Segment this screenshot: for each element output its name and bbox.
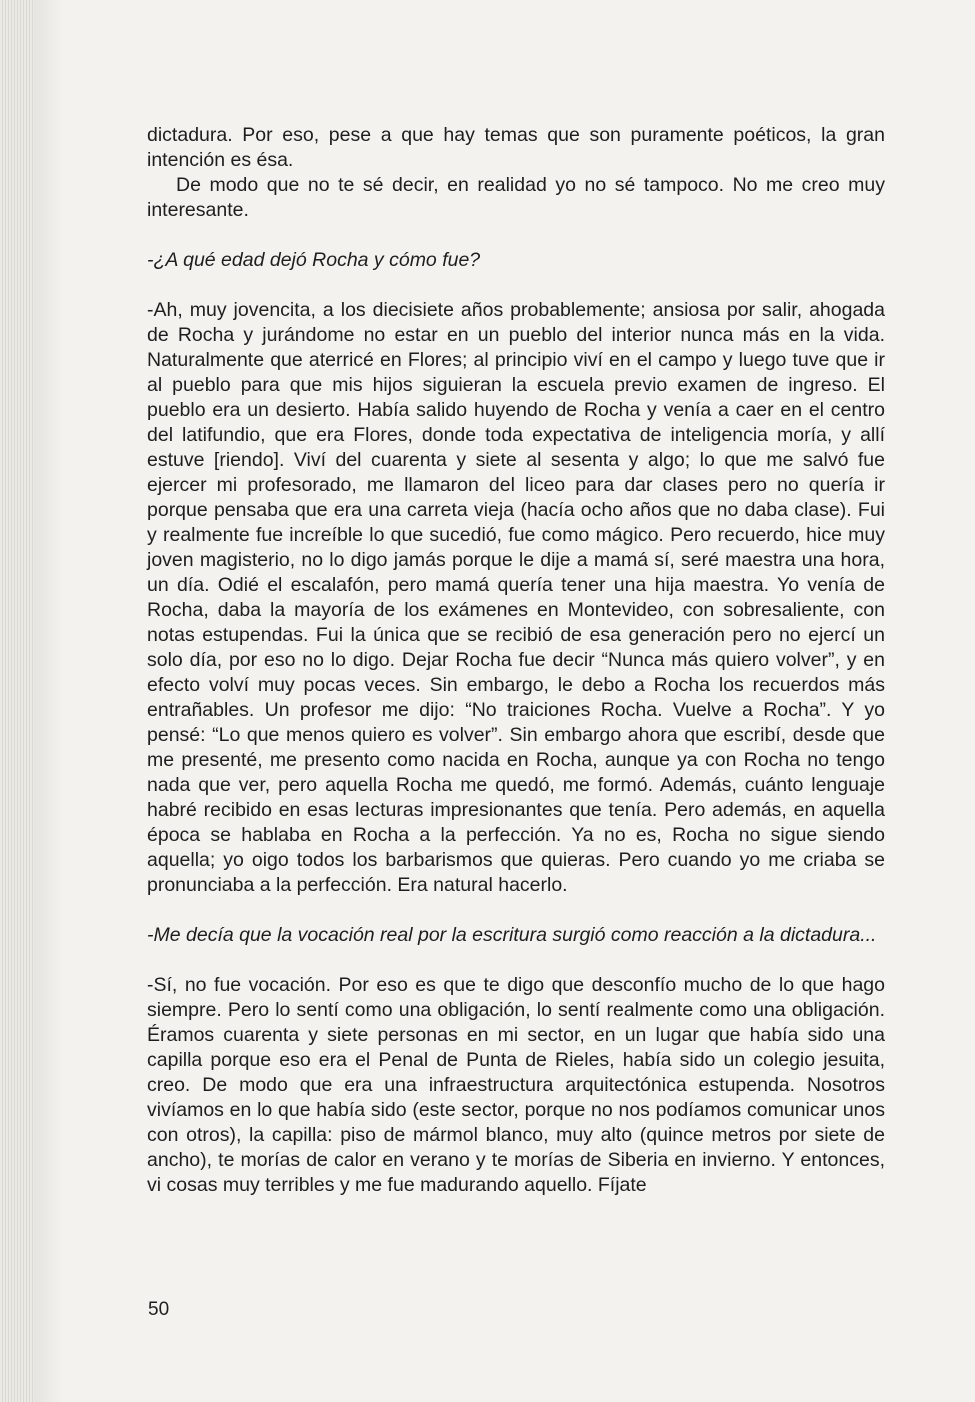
interview-answer-rocha: -Ah, muy jovencita, a los diecisiete años probablemente; ansiosa por salir, ahogada de Rocha y jurándome no estar en un pueblo del interior nunca más en la vida. Naturalmente que aterricé en Flores; al principio viví en el campo y luego tuve que ir al pueblo para que mis hijos siguieran la escuela previo examen de ingreso. El pueblo era un desierto. Había salido huyendo de Rocha y venía a caer en el centro del latifundio, que era Flores, donde toda expectativa de inteligencia moría, y allí estuve [riendo]. Viví del cuarenta y siete al sesenta y algo; lo que me salvó fue ejercer mi profesorado, me llamaron del liceo para dar clases pero no quería ir porque pensaba que era una carreta vieja (hacía ocho años que no daba clase). Fui y realmente fue increíble lo que sucedió, fue como mágico. Pero recuerdo, hice muy joven magisterio, no lo digo jamás porque le dije a mamá sí, seré maestra una hora, un día. Odié el escalafón, pero mamá quería tener una hija maestra. Yo venía de Rocha, daba la mayoría de los exámenes en Montevideo, con sobresaliente, con notas estupendas. Fui la única que se recibió de esa generación pero no ejercí un solo día, por eso no lo digo. Dejar Rocha fue decir “Nunca más quiero volver”, y en efecto volví muy pocas veces. Sin embargo, le debo a Rocha los recuerdos más entrañables. Un profesor me dijo: “No traiciones Rocha. Vuelve a Rocha”. Y yo pensé: “Lo que menos quiero es volver”. Sin embargo ahora que escribí, desde que me presenté, me presento como nacida en Rocha, aunque ya con Rocha no tengo nada que ver, pero aquella Rocha me quedó, me formó. Además, cuánto lenguaje habré recibido en esas lecturas impresionantes que tenía. Pero además, en aquella época se hablaba en Rocha a la perfección. Ya no es, Rocha no sigue siendo aquella; yo oigo todos los barbarismos que quieras. Pero cuando yo me criaba se pronunciaba a la perfección. Era natural hacerlo. bbox=[147, 299, 885, 896]
page-body bbox=[147, 123, 885, 1198]
paragraph-continuation: dictadura. Por eso, pese a que hay temas que son puramente poéticos, la gran intención es ésa. bbox=[147, 124, 885, 171]
paragraph-modo: De modo que no te sé decir, en realidad yo no sé tampoco. No me creo muy interesante. bbox=[147, 174, 885, 221]
book-page-edge bbox=[0, 0, 34, 1402]
interview-question-rocha: -¿A qué edad dejó Rocha y cómo fue? bbox=[147, 249, 481, 271]
page-number: 50 bbox=[148, 1299, 170, 1320]
interview-question-vocacion: -Me decía que la vocación real por la escritura surgió como reacción a la dictadura... bbox=[147, 924, 877, 946]
gutter-shadow bbox=[34, 0, 64, 1402]
interview-answer-vocacion: -Sí, no fue vocación. Por eso es que te digo que desconfío mucho de lo que hago siempre. Pero lo sentí como una obligación, lo sentí realmente como una obligación. Éramos cuarenta y siete personas en mi sector, en un lugar que había sido una capilla porque eso era el Penal de Punta de Rieles, había sido un colegio jesuita, creo. De modo que era una infraestructura arquitectónica estupenda. Nosotros vivíamos en lo que había sido (este sector, porque no nos podíamos comunicar unos con otros), la capilla: piso de mármol blanco, muy alto (quince metros por siete de ancho), te morías de calor en verano y te morías de Siberia en invierno. Y entonces, vi cosas muy terribles y me fue madurando aquello. Fíjate bbox=[147, 974, 885, 1196]
